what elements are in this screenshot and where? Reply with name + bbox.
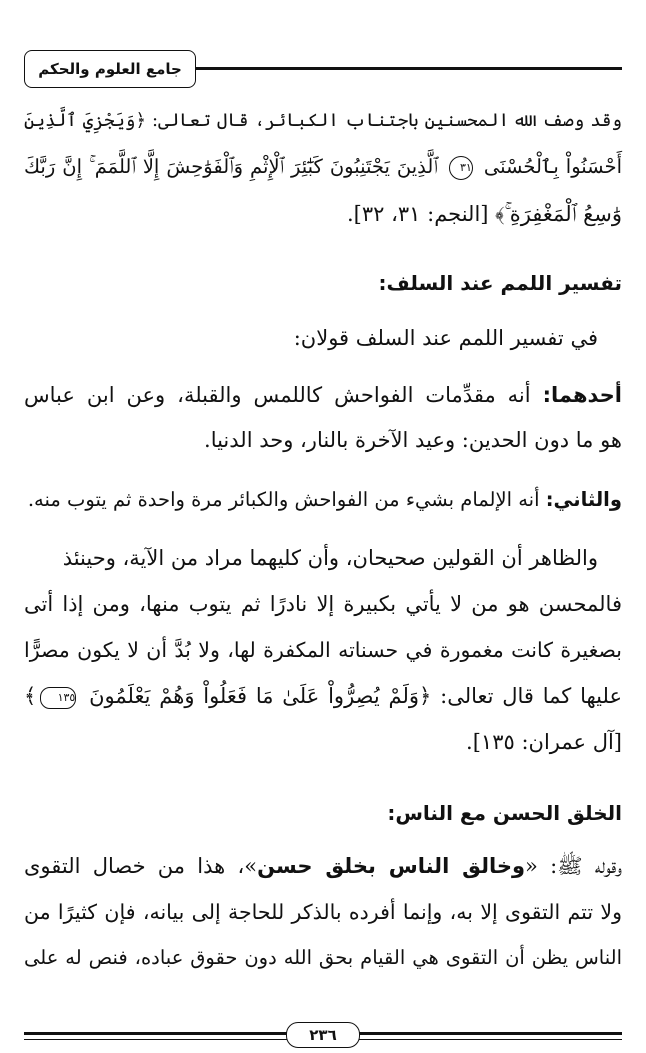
text-span: عليها كما قال تعالى: ﴿وَلَمْ يُصِرُّواْ عَلَىٰ مَا فَعَلُواْ وَهُمْ يَعْلَمُونَ [89,684,622,708]
body-line [24,632,622,668]
text-span: بصغيرة كانت مغمورة في حسناته المكفرة لها، ولا بُدَّ أن لا يكون مصرًّا [24,638,622,662]
body-line [24,482,622,518]
text-span: [آل عمران: ١٣٥]. [466,730,622,754]
text-span: وَٰسِعُ ٱلْمَغْفِرَةِ ۚ﴾ [النجم: ٣١، ٣٢]. [346,202,622,226]
body-line [24,940,622,976]
quran-line [24,678,622,714]
ayah-number-marker: ٣١ [449,156,473,180]
text-span: أَحْسَنُواْ بِٱلْحُسْنَى [483,155,623,178]
section-heading: الخلق الحسن مع الناس: [387,801,622,825]
section-heading: تفسير اللمم عند السلف: [378,271,622,295]
page-footer [24,1022,622,1050]
body-line [24,894,622,930]
term-label: والثاني: [545,488,622,511]
text-span: هو ما دون الحدين: وعيد الآخرة بالنار، وحد الدنيا. [204,428,622,452]
text-span: وقوله ﷺ: « [525,854,623,878]
text-span: والظاهر أن القولين صحيحان، وأن كليهما مراد من الآية، وحينئذ [62,546,598,570]
body-line [24,196,622,232]
text-span: ﴾ [24,684,37,708]
text-span: أنه الإلمام بشيء من الفواحش والكبائر مرة واحدة ثم يتوب منه. [27,488,540,511]
term-label: أحدهما: [542,383,622,407]
running-header [24,48,622,88]
text-span: في تفسير اللمم عند السلف قولان: [293,326,598,350]
body-line [24,540,622,576]
ayah-number-marker: ١٣٥ [40,687,76,709]
page-number: ٢٣٦ [286,1022,360,1048]
text-span: ولا تتم التقوى إلا به، وإنما أفرده بالذكر للحاجة إلى بيانه، فإن كثيرًا من [24,900,622,924]
body-line [24,103,622,139]
text-span: أنه مقدِّمات الفواحش كاللمس والقبلة، وعن ابن عباس [24,383,531,407]
hadith-quote: وخالق الناس بخلق حسن [257,854,526,878]
body-line [24,320,622,356]
text-span: وقد وصف الله المحسنين باجتناب الكبائر، قال تعالى: ﴿وَيَجْزِيَ ٱلَّذِينَ [24,110,622,131]
book-title: جامع العلوم والحكم [24,50,196,88]
text-span: »، هذا من خصال التقوى [24,854,258,878]
body-line [24,724,622,760]
text-span: الناس يظن أن التقوى هي القيام بحق الله دون حقوق عباده، فنص له على [24,946,622,969]
text-span: فالمحسن هو من لا يأتي بكبيرة إلا نادرًا ثم يتوب منها، ومن إذا أتى [24,592,622,616]
body-line [24,377,622,413]
body-line [24,848,622,884]
header-rule [196,67,622,70]
body-line [24,586,622,622]
text-span: ٱلَّذِينَ يَجْتَنِبُونَ كَبَٰٓئِرَ ٱلْإِثْمِ وَٱلْفَوَٰحِشَ إِلَّا ٱللَّمَمَ ۚ إِنَّ رَبَّكَ [24,155,438,178]
quran-line [24,149,622,185]
body-line [24,422,622,458]
